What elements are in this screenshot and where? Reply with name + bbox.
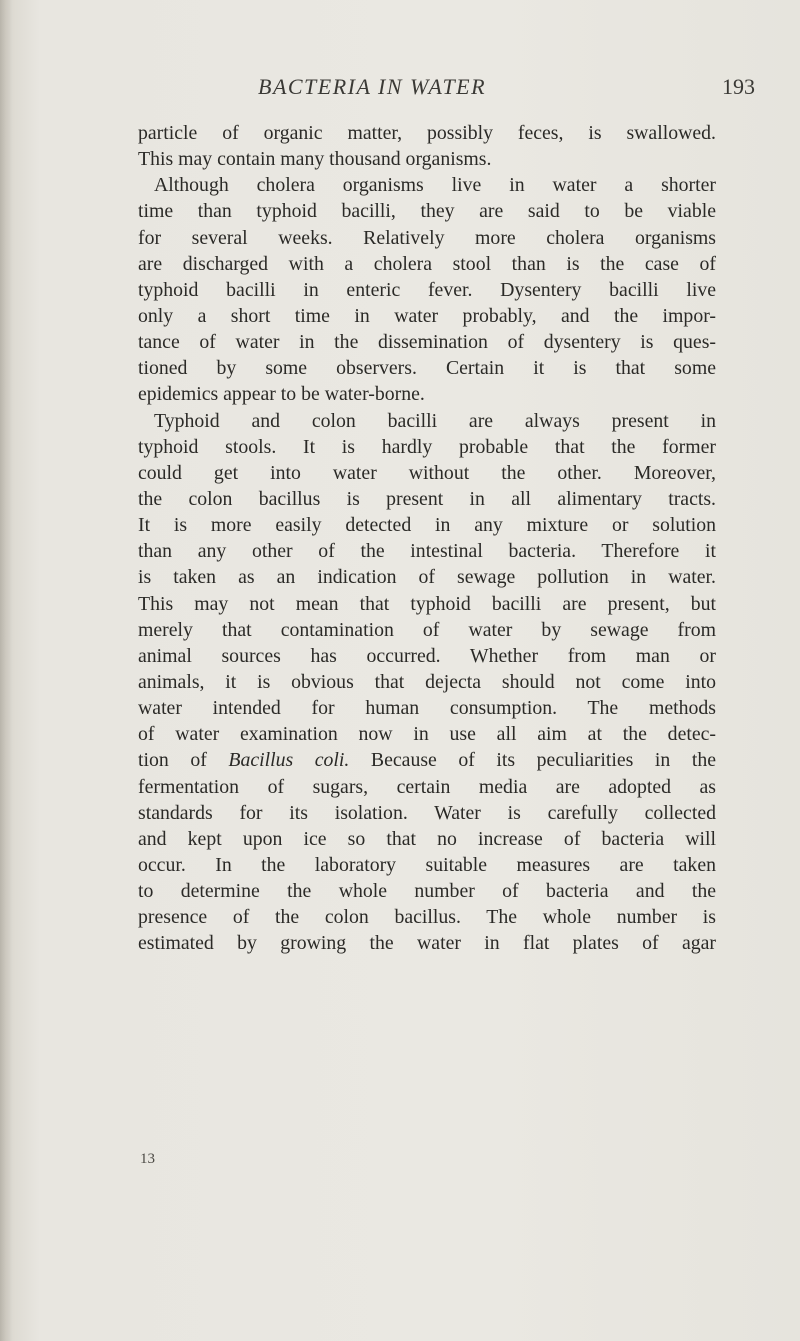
text-line: of water examination now in use all aim at the detec-: [138, 723, 716, 746]
text-line: merely that contamination of water by sewage from: [138, 618, 716, 641]
text-line: to determine the whole number of bacteria and the: [138, 880, 716, 903]
text-line: [138, 747, 716, 773]
text-line: epidemics appear to be water-borne.: [138, 383, 425, 406]
page-gutter: [0, 0, 12, 1341]
text-line: estimated by growing the water in flat plates of agar: [138, 932, 716, 955]
italic-term: Bacillus coli.: [228, 749, 350, 772]
text-line: is taken as an indication of sewage pollution in water.: [138, 566, 716, 589]
text-line: Although cholera organisms live in water a shorter: [154, 174, 716, 197]
text-line: water intended for human consumption. The methods: [138, 697, 716, 720]
text-line: only a short time in water probably, and the impor-: [138, 304, 716, 327]
text-segment: tion of: [138, 749, 229, 772]
page-number: 193: [722, 74, 755, 99]
text-line: It is more easily detected in any mixture or solution: [138, 514, 716, 537]
text-line: presence of the colon bacillus. The whole number is: [138, 906, 716, 929]
text-line: than any other of the intestinal bacteria. Therefore it: [138, 540, 716, 563]
text-line: tioned by some observers. Certain it is that some: [138, 357, 716, 380]
text-line: are discharged with a cholera stool than is the case of: [138, 252, 716, 275]
text-line: time than typhoid bacilli, they are said to be viable: [138, 200, 716, 223]
text-line: occur. In the laboratory suitable measures are taken: [138, 853, 716, 876]
text-line: particle of organic matter, possibly feces, is swallowed.: [138, 122, 716, 144]
text-line: and kept upon ice so that no increase of bacteria will: [138, 827, 716, 850]
text-line: for several weeks. Relatively more cholera organisms: [138, 226, 716, 249]
text-line: typhoid bacilli in enteric fever. Dysentery bacilli live: [138, 278, 716, 301]
signature-mark: 13: [140, 1151, 155, 1167]
text-line: animal sources has occurred. Whether from man or: [138, 644, 716, 667]
text-line: typhoid stools. It is hardly probable that the former: [138, 435, 716, 458]
text-segment: Because of its peculiarities in the: [349, 749, 716, 772]
text-line: Typhoid and colon bacilli are always present in: [154, 409, 716, 432]
text-line: animals, it is obvious that dejecta should not come into: [138, 670, 716, 693]
text-line: could get into water without the other. Moreover,: [138, 461, 716, 484]
text-line: the colon bacillus is present in all alimentary tracts.: [138, 487, 716, 510]
text-line: This may not mean that typhoid bacilli are present, but: [138, 592, 716, 615]
page-header: [0, 74, 800, 104]
text-line: tance of water in the dissemination of dysentery is ques-: [138, 331, 716, 354]
body-text: [138, 120, 716, 957]
running-title: BACTERIA IN WATER: [258, 74, 487, 99]
text-line: This may contain many thousand organisms.: [138, 148, 492, 171]
text-line: standards for its isolation. Water is carefully collected: [138, 801, 716, 824]
text-line: fermentation of sugars, certain media are adopted as: [138, 775, 716, 798]
